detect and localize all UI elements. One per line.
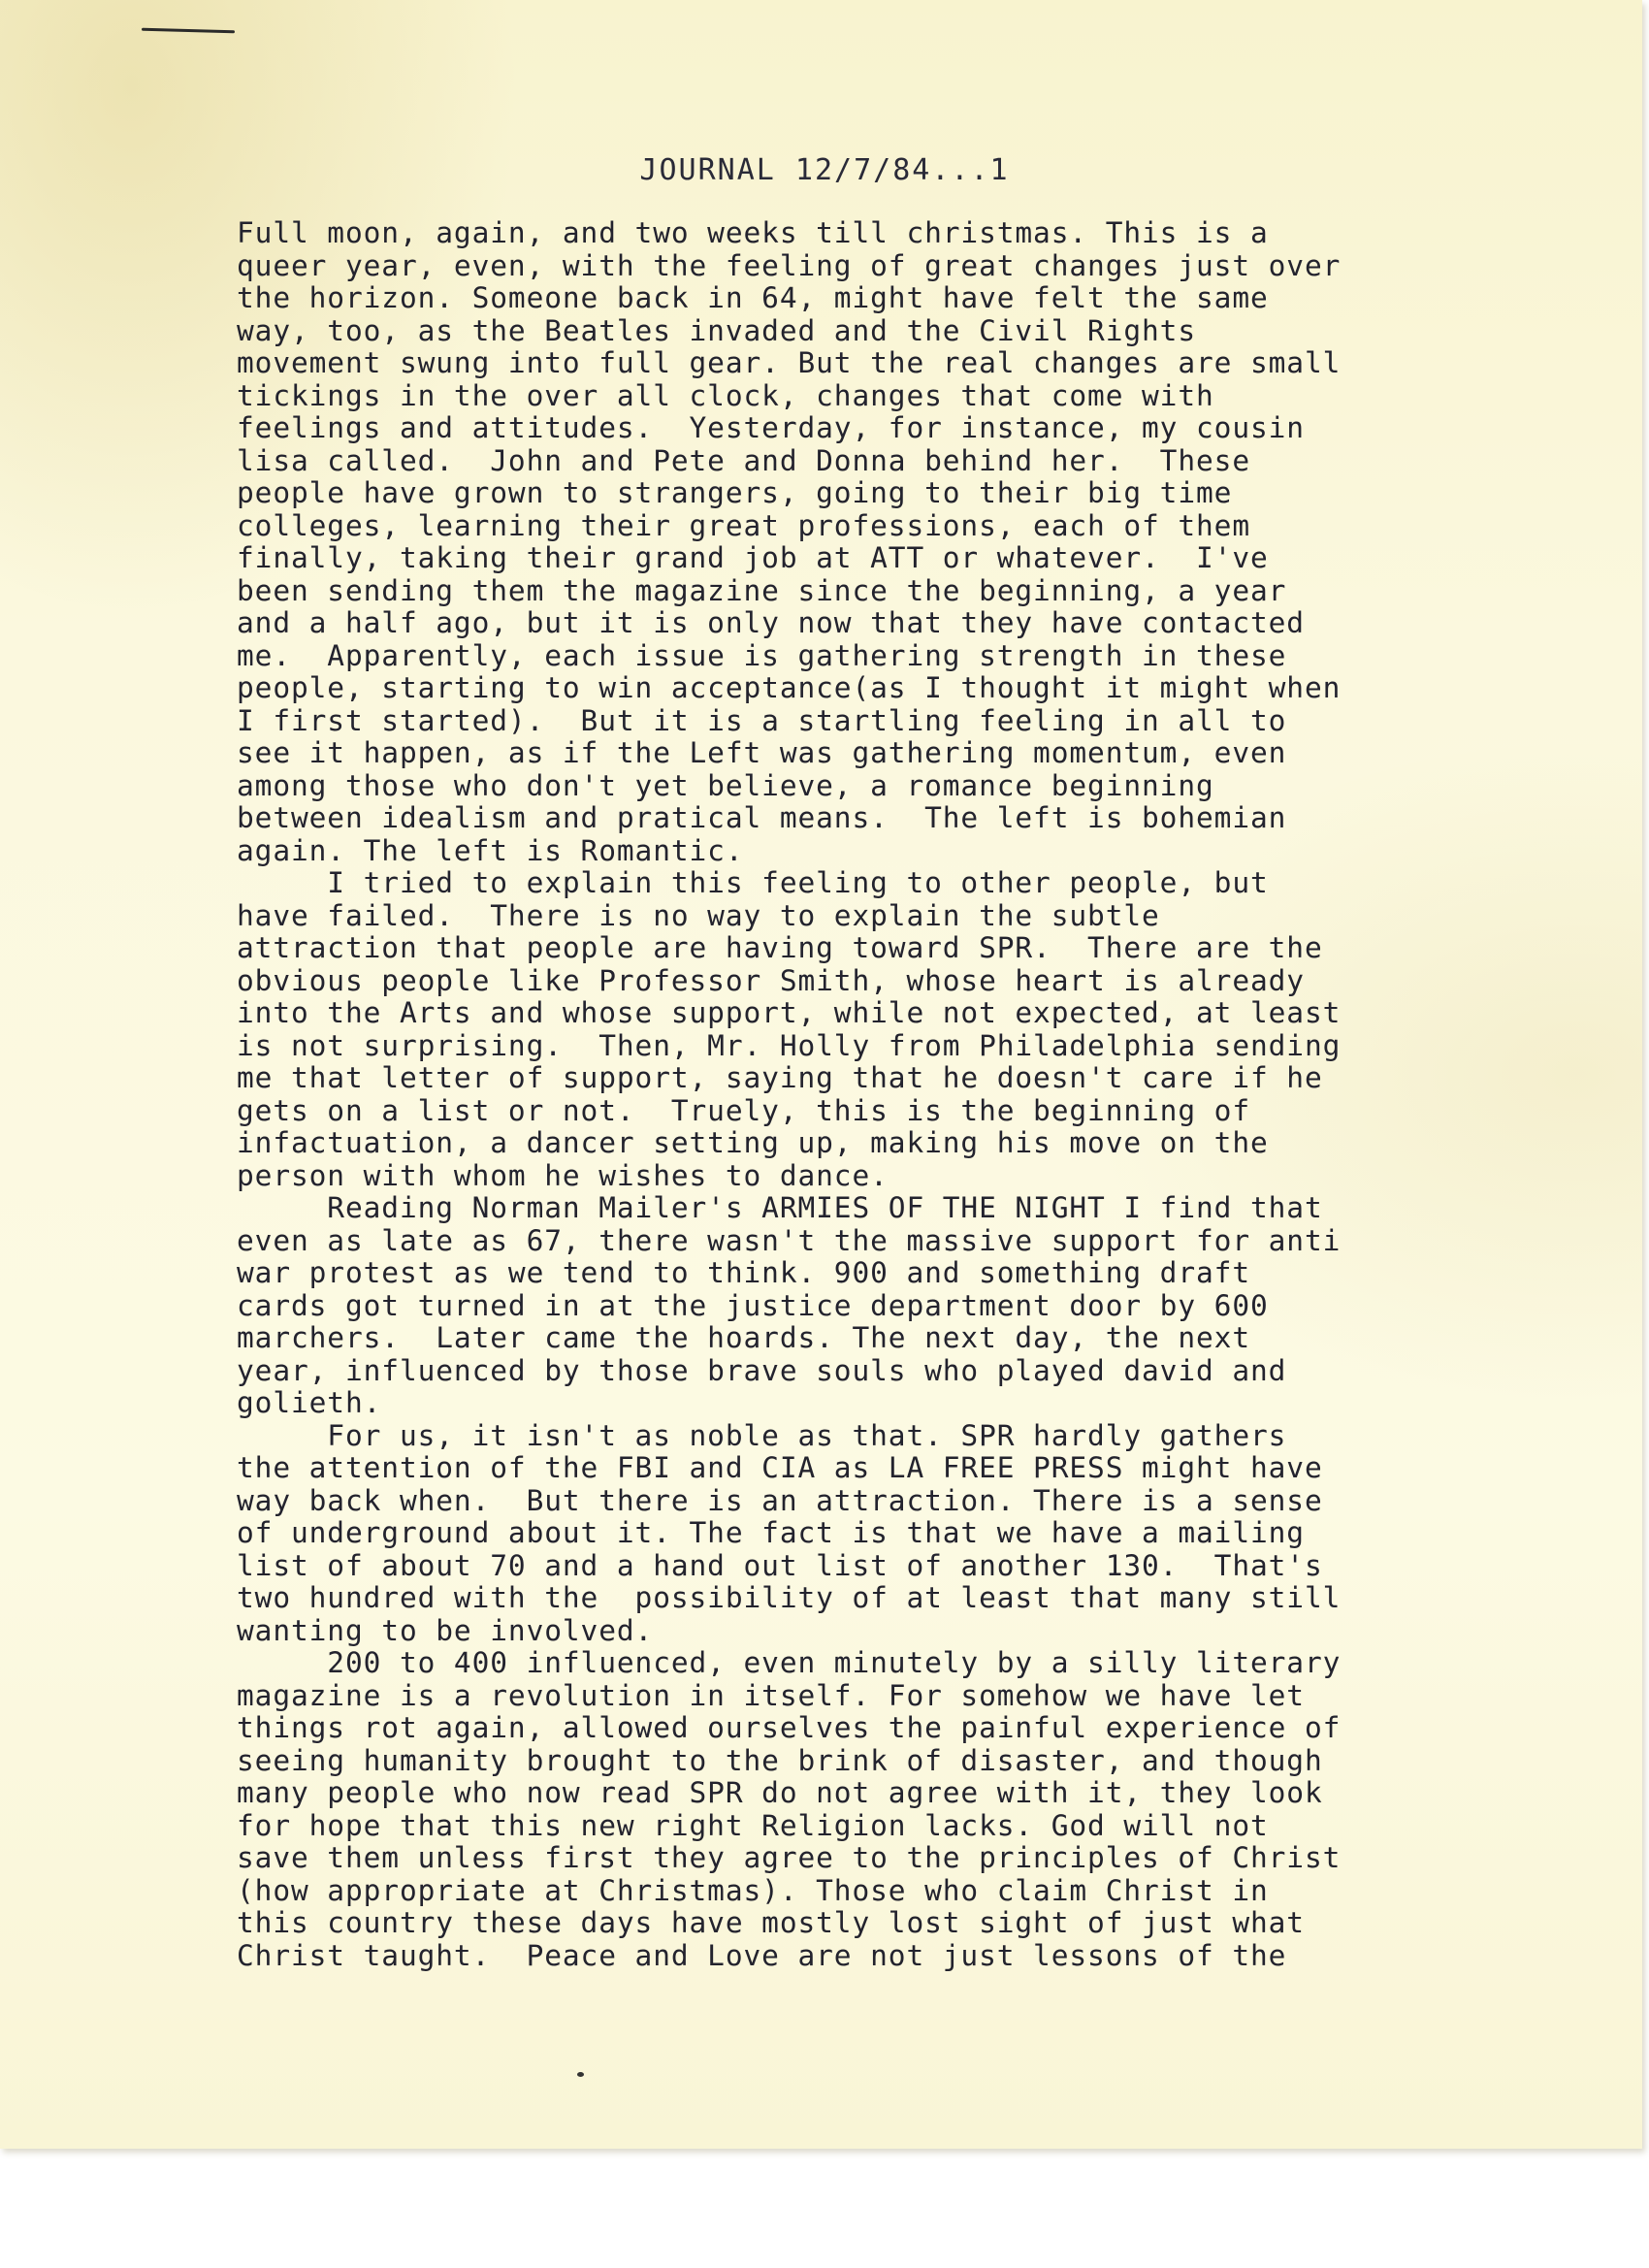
text-line: the horizon. Someone back in 64, might have felt the same: [237, 281, 1269, 314]
text-line: golieth.: [237, 1386, 382, 1419]
text-line: Full moon, again, and two weeks till christmas. This is a: [237, 216, 1269, 249]
text-line: way, too, as the Beatles invaded and the Civil Rights: [237, 313, 1197, 347]
text-line: For us, it isn't as noble as that. SPR hardly gathers: [237, 1418, 1287, 1452]
ink-speck: [577, 2072, 584, 2077]
text-line: even as late as 67, there wasn't the massive support for anti: [237, 1223, 1342, 1257]
text-line: Christ taught. Peace and Love are not just lessons of the: [237, 1938, 1287, 1972]
text-line: finally, taking their grand job at ATT or whatever. I've: [237, 541, 1269, 574]
text-line: (how appropriate at Christmas). Those who claim Christ in: [237, 1873, 1269, 1907]
text-line: people, starting to win acceptance(as I thought it might when: [237, 671, 1342, 704]
text-line: see it happen, as if the Left was gathering momentum, even: [237, 736, 1287, 769]
text-line: for hope that this new right Religion lacks. God will not: [237, 1808, 1269, 1842]
text-line: list of about 70 and a hand out list of another 130. That's: [237, 1548, 1323, 1582]
text-line: cards got turned in at the justice department door by 600: [237, 1288, 1269, 1322]
text-line: movement swung into full gear. But the real changes are small: [237, 346, 1342, 379]
text-line: two hundred with the possibility of at least that many still: [237, 1581, 1342, 1614]
text-line: many people who now read SPR do not agree with it, they look: [237, 1776, 1323, 1809]
journal-body-text: [237, 217, 1439, 1972]
text-line: magazine is a revolution in itself. For somehow we have let: [237, 1678, 1305, 1712]
text-line: way back when. But there is an attraction. There is a sense: [237, 1483, 1323, 1517]
text-line: queer year, even, with the feeling of great changes just over: [237, 248, 1342, 282]
text-line: obvious people like Professor Smith, whose heart is already: [237, 963, 1305, 997]
text-line: war protest as we tend to think. 900 and something draft: [237, 1256, 1250, 1289]
text-line: wanting to be involved.: [237, 1613, 654, 1647]
text-line: into the Arts and whose support, while not expected, at least: [237, 996, 1342, 1029]
text-line: gets on a list or not. Truely, this is the beginning of: [237, 1093, 1250, 1127]
text-line: me that letter of support, saying that he doesn't care if he: [237, 1061, 1323, 1094]
text-line: this country these days have mostly lost sight of just what: [237, 1906, 1305, 1939]
text-line: Reading Norman Mailer's ARMIES OF THE NIGHT I find that: [237, 1191, 1323, 1224]
text-line: I first started). But it is a startling feeling in all to: [237, 703, 1287, 737]
text-line: lisa called. John and Pete and Donna behind her. These: [237, 443, 1250, 477]
text-line: things rot again, allowed ourselves the painful experience of: [237, 1711, 1342, 1744]
text-line: marchers. Later came the hoards. The next day, the next: [237, 1321, 1250, 1354]
text-line: I tried to explain this feeling to other people, but: [237, 866, 1269, 899]
text-line: people have grown to strangers, going to their big time: [237, 476, 1233, 509]
text-line: save them unless first they agree to the principles of Christ: [237, 1841, 1342, 1874]
text-line: between idealism and pratical means. The left is bohemian: [237, 801, 1287, 834]
text-line: colleges, learning their great professions, each of them: [237, 508, 1250, 542]
text-line: among those who don't yet believe, a romance beginning: [237, 768, 1214, 802]
journal-header-title: JOURNAL 12/7/84...1: [639, 153, 1010, 187]
text-line: person with whom he wishes to dance.: [237, 1158, 889, 1192]
margin-pen-mark: [142, 28, 235, 34]
text-line: 200 to 400 influenced, even minutely by a silly literary: [237, 1646, 1342, 1679]
text-line: tickings in the over all clock, changes that come with: [237, 378, 1214, 412]
text-line: me. Apparently, each issue is gathering strength in these: [237, 638, 1287, 672]
text-line: is not surprising. Then, Mr. Holly from Philadelphia sending: [237, 1028, 1342, 1062]
text-line: attraction that people are having toward SPR. There are the: [237, 931, 1323, 964]
text-line: been sending them the magazine since the beginning, a year: [237, 573, 1287, 607]
text-line: seeing humanity brought to the brink of disaster, and though: [237, 1743, 1323, 1777]
text-line: of underground about it. The fact is that we have a mailing: [237, 1516, 1305, 1549]
text-line: year, influenced by those brave souls who played david and: [237, 1353, 1287, 1387]
text-line: have failed. There is no way to explain the subtle: [237, 898, 1160, 932]
text-line: the attention of the FBI and CIA as LA FREE PRESS might have: [237, 1451, 1323, 1484]
text-line: feelings and attitudes. Yesterday, for instance, my cousin: [237, 411, 1305, 444]
text-line: again. The left is Romantic.: [237, 833, 744, 867]
text-line: and a half ago, but it is only now that they have contacted: [237, 606, 1305, 639]
text-line: infactuation, a dancer setting up, making his move on the: [237, 1126, 1269, 1159]
